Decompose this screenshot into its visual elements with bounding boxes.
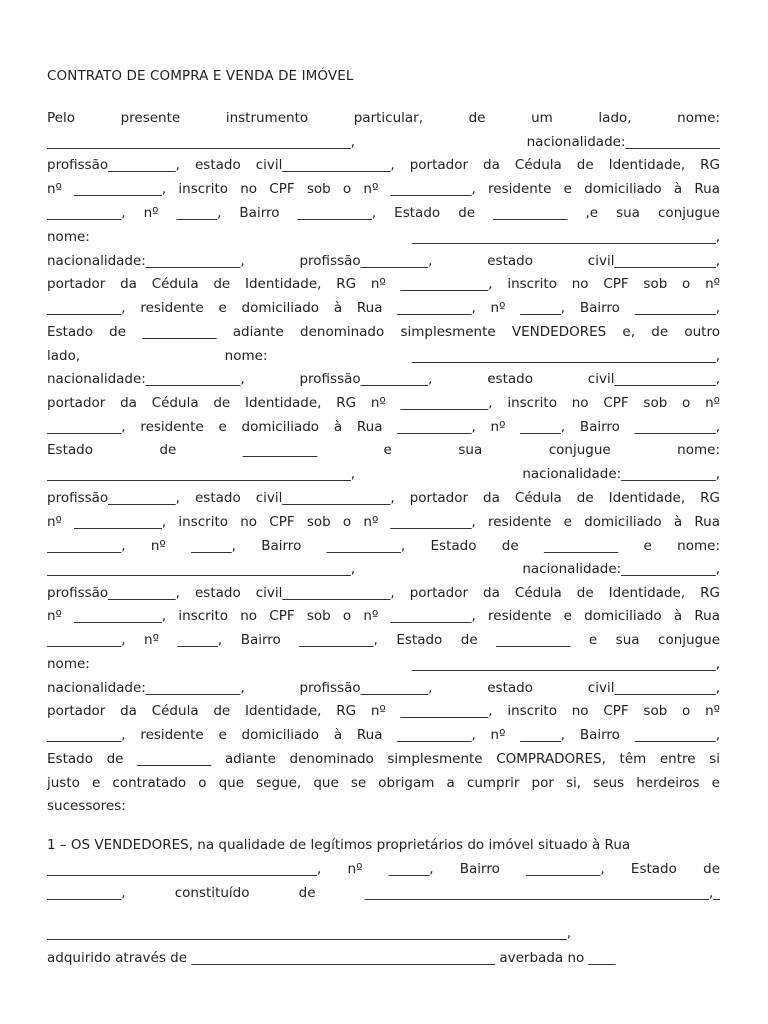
document-title: CONTRATO DE COMPRA E VENDA DE IMÓVEL [47,68,354,84]
contract-line: nº _____________, inscrito no CPF sob o nº ____________, residente e domiciliado à Rua [47,514,720,530]
contract-line: ___________, nº ______, Bairro ___________, Estado de ___________ ,e sua conjugue [47,205,720,221]
contract-line: _____________________________________________, nacionalidade:______________, [47,561,720,577]
contract-line: adquirido através de _____________________________________________ averbada no ____ [47,950,616,966]
contract-line: portador da Cédula de Identidade, RG nº _____________, inscrito no CPF sob o nº [47,703,720,719]
contract-line: ___________, nº ______, Bairro ___________, Estado de ___________ e sua conjugue [47,632,720,648]
contract-line: nome: _____________________________________________, [47,229,720,245]
contract-line: ________________________________________, nº ______, Bairro ___________, Estado de [47,861,720,877]
contract-line: ___________, nº ______, Bairro ___________, Estado de ___________ e nome: [47,538,720,554]
contract-line: nacionalidade:______________, profissão__________, estado civil_______________, [47,253,720,269]
contract-line: Estado de ___________ adiante denominado simplesmente VENDEDORES e, de outro [47,324,720,340]
contract-line: profissão__________, estado civil________________, portador da Cédula de Identidade, RG [47,490,720,506]
contract-line: profissão__________, estado civil________________, portador da Cédula de Identidade, RG [47,585,720,601]
contract-line: nacionalidade:______________, profissão__________, estado civil_______________, [47,680,720,696]
contract-line: _____________________________________________, nacionalidade:______________ [47,134,720,150]
contract-line: Estado de ___________ e sua conjugue nome: [47,442,720,458]
contract-line: nº _____________, inscrito no CPF sob o nº ____________, residente e domiciliado à Rua [47,181,720,197]
contract-line: portador da Cédula de Identidade, RG nº _____________, inscrito no CPF sob o nº [47,395,720,411]
contract-line: ___________, constituído de ___________________________________________________,_ [47,885,720,901]
contract-line: ___________, residente e domiciliado à Rua ___________, nº ______, Bairro ____________, [47,300,720,316]
contract-line: ___________, residente e domiciliado à Rua ___________, nº ______, Bairro ____________, [47,727,720,743]
contract-line: _____________________________________________, nacionalidade:______________, [47,466,720,482]
contract-line: justo e contratado o que segue, que se obrigam a cumprir por si, seus herdeiros e [47,775,720,791]
contract-line: Pelo presente instrumento particular, de um lado, nome: [47,110,720,126]
contract-line: lado, nome: _____________________________________________, [47,348,720,364]
contract-line: nacionalidade:______________, profissão__________, estado civil_______________, [47,371,720,387]
contract-line: Estado de ___________ adiante denominado simplesmente COMPRADORES, têm entre si [47,751,720,767]
contract-line: portador da Cédula de Identidade, RG nº _____________, inscrito no CPF sob o nº [47,276,720,292]
contract-line: 1 – OS VENDEDORES, na qualidade de legítimos proprietários do imóvel situado à Rua [47,837,631,853]
contract-line: sucessores: [47,798,126,814]
contract-line: ___________, residente e domiciliado à Rua ___________, nº ______, Bairro ____________, [47,419,720,435]
contract-line: _____________________________________________________________________________, [47,925,572,941]
contract-line: nome: _____________________________________________, [47,656,720,672]
contract-line: nº _____________, inscrito no CPF sob o nº ____________, residente e domiciliado à Rua [47,608,720,624]
contract-line: profissão__________, estado civil________________, portador da Cédula de Identidade, RG [47,157,720,173]
